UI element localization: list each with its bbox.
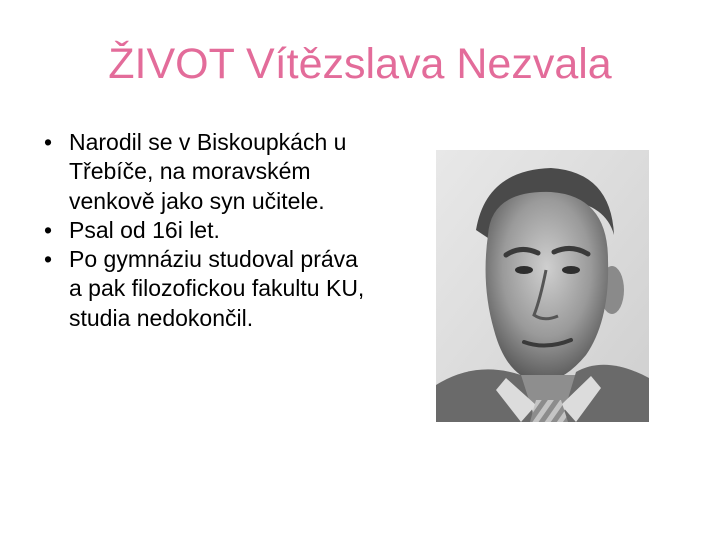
- bullet-icon: •: [44, 246, 53, 273]
- bullet-text: Psal od 16i let.: [69, 216, 220, 243]
- bullet-text: Po gymnáziu studoval práva a pak filozofickou fakultu KU, studia nedokončil.: [69, 246, 365, 331]
- list-item: [44, 245, 374, 333]
- list-item: [44, 216, 374, 245]
- list-item: [44, 128, 374, 216]
- bullet-text: Narodil se v Biskoupkách u Třebíče, na moravském venkově jako syn učitele.: [69, 129, 347, 214]
- bullet-icon: •: [44, 216, 53, 243]
- portrait-photo: [436, 150, 649, 422]
- bullet-icon: •: [44, 129, 53, 155]
- portrait-photo-icon: [436, 150, 649, 422]
- bullet-list: [44, 128, 374, 333]
- slide-title: ŽIVOT Vítězslava Nezvala: [108, 40, 612, 88]
